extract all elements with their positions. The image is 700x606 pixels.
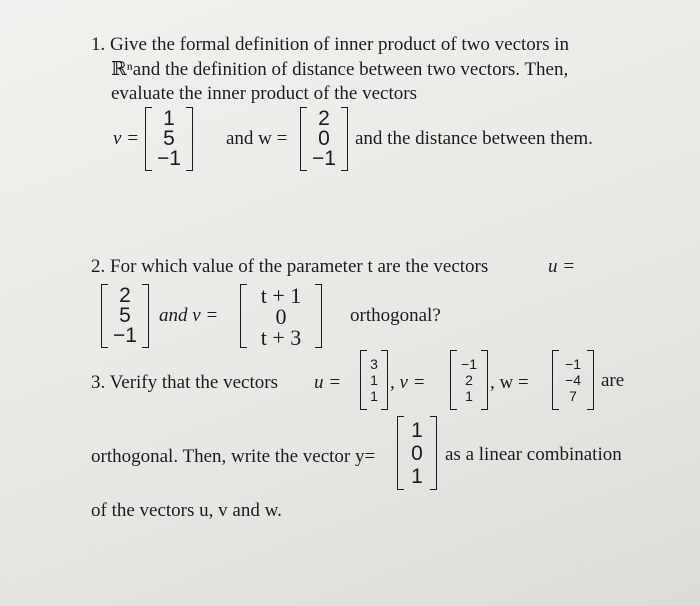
q3-vector-y <box>397 416 437 490</box>
q3-vector-w <box>552 350 594 410</box>
q2-u-entry-2: 5 <box>119 304 131 327</box>
q3-u-entry-2: 1 <box>370 372 378 388</box>
q2-vector-u <box>101 284 149 348</box>
q1-vector-v <box>145 107 193 171</box>
q3-v-entry-3: 1 <box>465 388 473 404</box>
q3-u-entry-3: 1 <box>370 388 378 404</box>
q3-y-entry-1: 1 <box>411 418 423 442</box>
q1-w-entry-3: −1 <box>312 147 336 170</box>
q3-y-entry-2: 0 <box>411 441 423 465</box>
q2-tail: orthogonal? <box>350 305 441 326</box>
q3-u-label: u = <box>314 372 342 393</box>
q3-v-entry-2: 2 <box>465 372 473 388</box>
q3-lead: 3. Verify that the vectors <box>91 372 278 393</box>
q2-u-entry-3: −1 <box>113 324 137 347</box>
q3-u-entry-1: 3 <box>370 356 378 372</box>
q2-u-label: u = <box>548 256 576 277</box>
q3-v-label: , v = <box>390 372 426 393</box>
q1-w-entry-1: 2 <box>318 107 330 130</box>
q1-and-w-label: and w = <box>226 128 288 149</box>
q2-u-entry-1: 2 <box>119 284 131 307</box>
q3-w-label: , w = <box>490 372 529 393</box>
q2-and-v-label: and v = <box>159 305 219 326</box>
q3-line-2-lead: orthogonal. Then, write the vector y= <box>91 446 376 467</box>
q1-v-entry-3: −1 <box>157 147 181 170</box>
q1-line-2: ℝⁿand the definition of distance between two vectors. Then, <box>111 59 569 80</box>
q3-line-3: of the vectors u, v and w. <box>91 500 282 521</box>
q2-v-entry-3: t + 3 <box>260 324 302 350</box>
q1-v-entry-1: 1 <box>163 107 175 130</box>
q1-vector-w <box>300 107 348 171</box>
q3-w-entry-3: 7 <box>569 388 577 404</box>
q2-v-entry-2: 0 <box>275 303 287 329</box>
q1-w-entry-2: 0 <box>318 127 330 150</box>
q1-line-3: evaluate the inner product of the vectors <box>111 83 417 104</box>
q2-v-entry-1: t + 1 <box>260 282 302 308</box>
q3-y-entry-3: 1 <box>411 464 423 488</box>
q3-w-entry-1: −1 <box>565 356 581 372</box>
q2-line-1: 2. For which value of the parameter t are the vectors <box>91 256 489 277</box>
q3-vector-v <box>450 350 488 410</box>
q3-vector-u <box>360 350 388 410</box>
q1-tail: and the distance between them. <box>355 128 593 149</box>
q3-line-2-tail: as a linear combination <box>445 444 622 465</box>
q1-v-label: v = <box>113 128 140 149</box>
q1-v-entry-2: 5 <box>163 127 175 150</box>
q3-w-entry-2: −4 <box>565 372 581 388</box>
q3-v-entry-1: −1 <box>461 356 477 372</box>
q3-are: are <box>601 370 625 391</box>
q1-line-1: 1. Give the formal definition of inner product of two vectors in <box>91 34 570 55</box>
q2-vector-v <box>240 284 322 348</box>
